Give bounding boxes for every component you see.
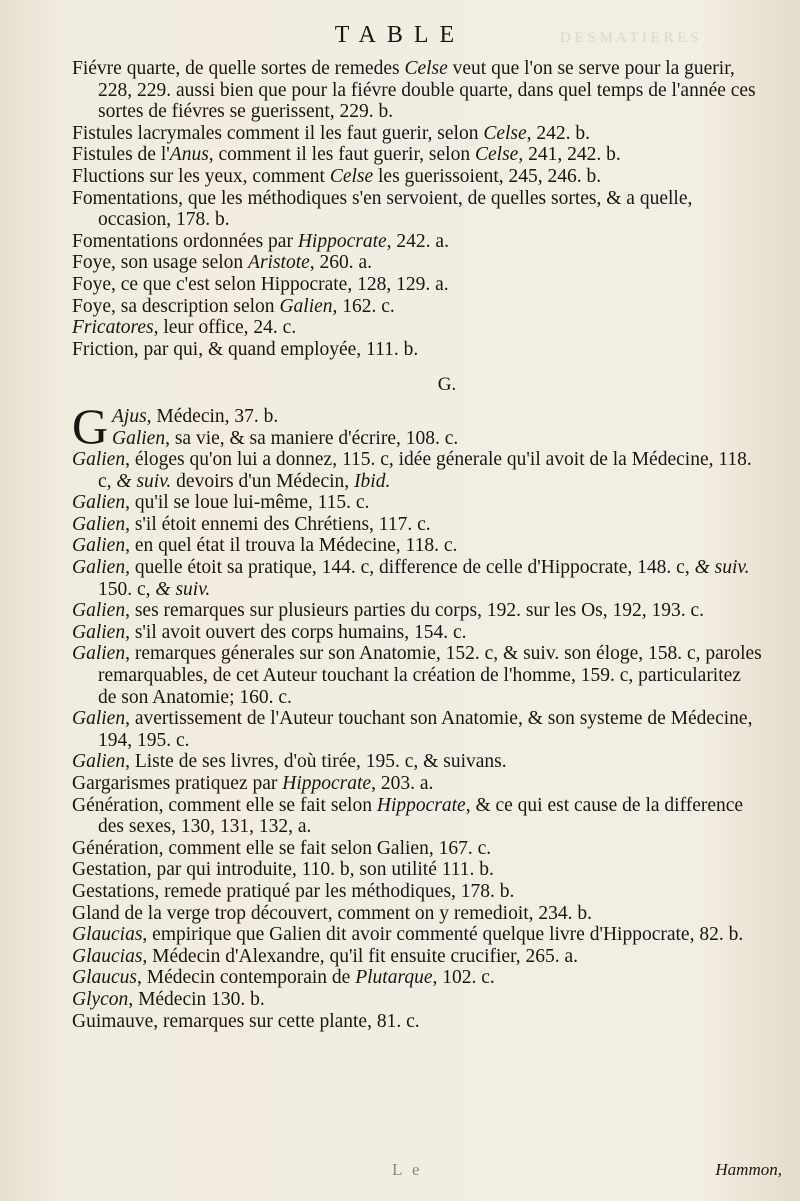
index-entry bbox=[72, 274, 762, 296]
index-entry-text: Galien, ses remarques sur plusieurs parties du corps, 192. sur les Os, 192, 193. c. bbox=[72, 600, 705, 622]
index-entry-text: Glaucias, Médecin d'Alexandre, qu'il fit ensuite crucifier, 265. a. bbox=[72, 945, 579, 967]
index-entry bbox=[72, 967, 762, 989]
index-entry bbox=[72, 946, 762, 968]
index-entry bbox=[72, 795, 762, 838]
index-entry bbox=[72, 1011, 762, 1033]
index-entry-text: Galien, avertissement de l'Auteur touchant son Anatomie, & son systeme de Médecine, 194, 195. c. bbox=[72, 708, 753, 751]
index-entry-text: Galien, s'il avoit ouvert des corps humains, 154. c. bbox=[72, 621, 467, 643]
index-entry-text: Gargarismes pratiquez par Hippocrate, 203. a. bbox=[72, 773, 434, 794]
index-entry bbox=[72, 838, 762, 860]
index-entry bbox=[72, 188, 762, 231]
index-entry-text: Fomentations, que les méthodiques s'en servoient, de quelles sortes, & a quelle, occasion, 178. b. bbox=[72, 187, 693, 231]
index-entry-text: Galien, en quel état il trouva la Médecine, 118. c. bbox=[72, 535, 458, 557]
index-entry-text: Foye, ce que c'est selon Hippocrate, 128, 129. a. bbox=[72, 273, 449, 295]
index-entry-text: Glycon, Médecin 130. b. bbox=[72, 988, 265, 1010]
index-entry bbox=[72, 428, 762, 450]
index-entry bbox=[72, 58, 762, 123]
index-entry bbox=[72, 600, 762, 622]
index-entry bbox=[72, 643, 762, 708]
index-entries bbox=[72, 58, 762, 1032]
index-entry-text: Galien, s'il étoit ennemi des Chrétiens, 117. c. bbox=[72, 513, 431, 535]
index-entry bbox=[72, 166, 762, 188]
index-entry-text: Gland de la verge trop découvert, comment on y remedioit, 234. b. bbox=[72, 902, 593, 924]
index-entry-text: Galien, qu'il se loue lui-même, 115. c. bbox=[72, 492, 370, 514]
page-footer bbox=[0, 1160, 800, 1190]
index-entry-text: Génération, comment elle se fait selon Hippocrate, & ce qui est cause de la difference des sexes, 130, 131, 132, a. bbox=[72, 794, 744, 838]
index-entry-text: Fomentations ordonnées par Hippocrate, 242. a. bbox=[72, 230, 449, 252]
index-entry-text: Galien, Liste de ses livres, d'où tirée, 195. c, & suivans. bbox=[72, 751, 507, 773]
index-entry bbox=[72, 751, 762, 773]
index-entry-text: Foye, sa description selon Galien, 162. c. bbox=[72, 295, 395, 317]
page-title: TABLE bbox=[334, 22, 466, 48]
index-entry-text: Galien, sa vie, & sa maniere d'écrire, 108. c. bbox=[112, 427, 459, 449]
entries-f bbox=[72, 58, 762, 360]
index-entry-text: Fricatores, leur office, 24. c. bbox=[72, 317, 297, 339]
index-entry-text: Gestations, remede pratiqué par les méthodiques, 178. b. bbox=[72, 880, 515, 902]
index-entry bbox=[72, 773, 762, 795]
index-entry-text: Ajus, Médecin, 37. b. bbox=[112, 405, 279, 427]
index-entry-text: Guimauve, remarques sur cette plante, 81. c. bbox=[72, 1010, 420, 1032]
index-entry bbox=[72, 231, 762, 253]
index-entry-text: Génération, comment elle se fait selon Galien, 167. c. bbox=[72, 837, 492, 859]
index-entry-text: Glaucias, empirique que Galien dit avoir commenté quelque livre d'Hippocrate, 82. b. bbox=[72, 924, 744, 946]
index-entry bbox=[72, 339, 762, 361]
index-entry bbox=[72, 708, 762, 751]
index-entry-text: Fistules lacrymales comment il les faut guerir, selon Celse, 242. b. bbox=[72, 122, 591, 144]
index-entry-text: Gestation, par qui introduite, 110. b, son utilité 111. b. bbox=[72, 859, 494, 881]
index-entry bbox=[72, 514, 762, 536]
index-entry-text: Fiévre quarte, de quelle sortes de remedes Celse veut que l'on se serve pour la guerir, 228, 229. aussi bien que pour la fiévre double quarte, dans quel temps de l'année ces sortes de fiévres se guerissent, 229. b. bbox=[72, 58, 756, 123]
section-heading-g: G. bbox=[437, 374, 457, 396]
index-entry bbox=[72, 492, 762, 514]
index-entry-text: Fistules de l'Anus, comment il les faut guerir, selon Celse, 241, 242. b. bbox=[72, 144, 621, 166]
show-through-text: D E S M A T I E R E S bbox=[560, 30, 699, 46]
entries-g bbox=[72, 397, 762, 1032]
index-entry bbox=[72, 535, 762, 557]
index-entry-text: Fluctions sur les yeux, comment Celse les guerissoient, 245, 246. b. bbox=[72, 165, 602, 187]
index-entry bbox=[72, 989, 762, 1011]
index-entry bbox=[72, 123, 762, 145]
catchword: Hammon, bbox=[715, 1160, 782, 1179]
index-entry-text: Foye, son usage selon Aristote, 260. a. bbox=[72, 252, 373, 274]
index-entry bbox=[72, 144, 762, 166]
index-entry bbox=[72, 622, 762, 644]
index-entry bbox=[72, 317, 762, 339]
signature-mark: L e bbox=[392, 1160, 423, 1179]
index-entry bbox=[72, 924, 762, 946]
index-entry bbox=[72, 252, 762, 274]
index-entry bbox=[72, 859, 762, 881]
index-entry-text: Galien, quelle étoit sa pratique, 144. c, difference de celle d'Hippocrate, 148. c, & suiv. 150. c, & suiv. bbox=[72, 557, 750, 600]
index-entry bbox=[72, 449, 762, 492]
index-entry-text: Galien, remarques génerales sur son Anatomie, 152. c, & suiv. son éloge, 158. c, paroles remarquables, de cet Auteur touchant la création de l'homme, 159. c, particularitez de son Anatomie; 160. c. bbox=[72, 643, 762, 708]
drop-cap: G bbox=[72, 397, 109, 454]
index-entry-text: Friction, par qui, & quand employée, 111. b. bbox=[72, 338, 419, 360]
index-entry bbox=[72, 296, 762, 318]
index-entry bbox=[72, 557, 762, 600]
index-entry bbox=[72, 881, 762, 903]
index-entry-text: Glaucus, Médecin contemporain de Plutarque, 102. c. bbox=[72, 967, 495, 989]
index-entry bbox=[72, 903, 762, 925]
index-entry-text: Galien, éloges qu'on lui a donnez, 115. c, idée génerale qu'il avoit de la Médecine, 118. c, & suiv. devoirs d'un Médecin, Ibid. bbox=[72, 449, 752, 492]
